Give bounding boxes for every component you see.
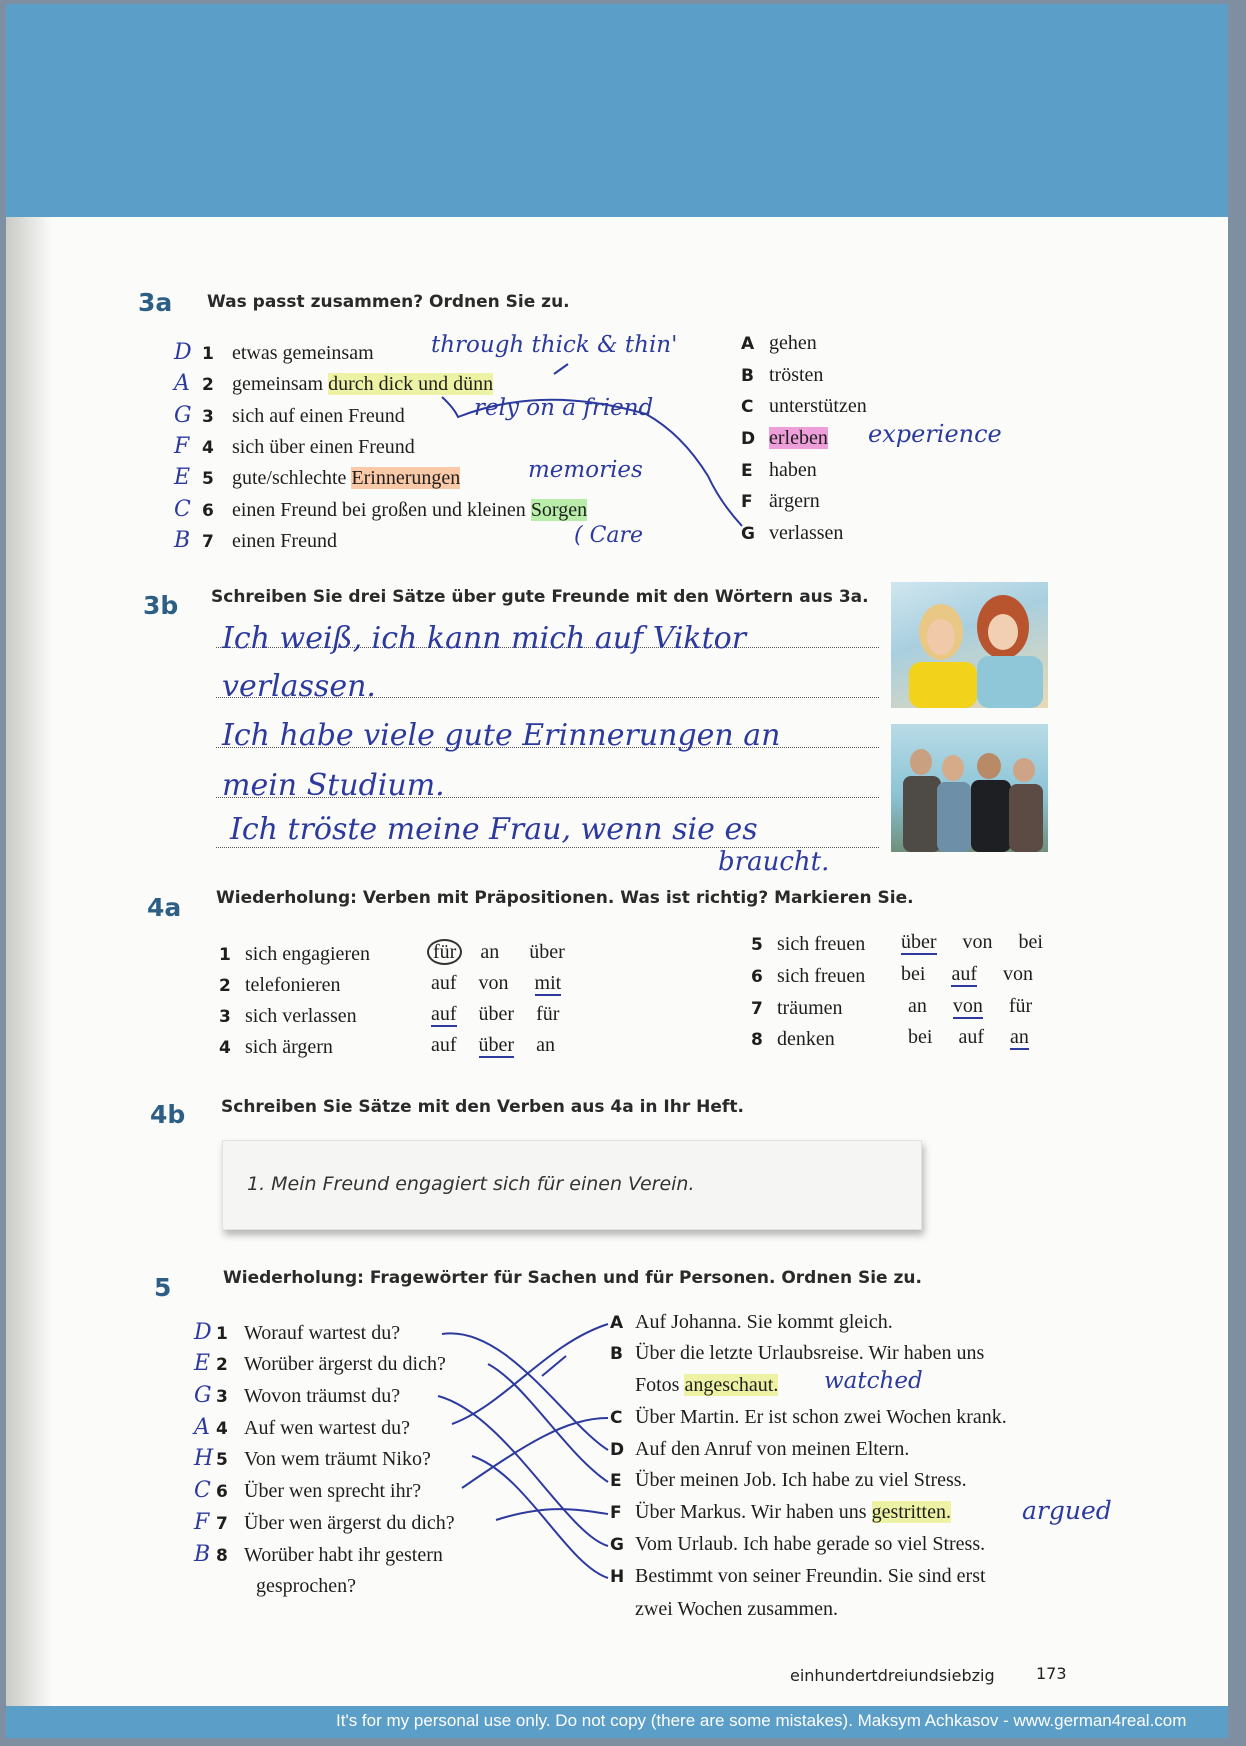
option-text: ärgern xyxy=(769,490,820,512)
preposition: auf xyxy=(431,972,457,994)
answer-letter: A xyxy=(610,1313,624,1333)
option-letter: D xyxy=(741,429,756,449)
exercise-instruction-4b: Schreiben Sie Sätze mit den Verben aus 4a in Ihr Heft. xyxy=(221,1097,744,1117)
answer-text: Über die letzte Urlaubsreise. Wir haben uns xyxy=(635,1342,985,1364)
answer-text: Fotos xyxy=(635,1374,685,1396)
highlighted-phrase: Erinnerungen xyxy=(351,467,461,489)
handwritten-sentence: Ich habe viele gute Erinnerungen an xyxy=(222,718,781,753)
preposition: auf xyxy=(431,1034,457,1056)
exercise-instruction-5: Wiederholung: Fragewörter für Sachen und für Personen. Ordnen Sie zu. xyxy=(223,1268,922,1288)
exercise-instruction-3b: Schreiben Sie drei Sätze über gute Freunde mit den Wörtern aus 3a. xyxy=(211,587,869,607)
answer-text: Über meinen Job. Ich habe zu viel Stress. xyxy=(635,1469,967,1491)
handwritten-note: through thick & thin' xyxy=(431,332,678,358)
handwritten-answer: A xyxy=(174,371,190,396)
underlined-preposition: an xyxy=(1009,1026,1029,1048)
item-number: 6 xyxy=(751,967,763,987)
exercise-number-4a: 4a xyxy=(147,893,182,922)
preposition: bei xyxy=(1018,931,1043,953)
preposition: von xyxy=(1002,963,1033,985)
handwritten-note: memories xyxy=(528,457,643,483)
handwritten-answer: H xyxy=(194,1446,214,1471)
item-text: etwas gemeinsam xyxy=(232,342,374,364)
exercise-instruction-4a: Wiederholung: Verben mit Präpositionen. Was ist richtig? Markieren Sie. xyxy=(216,888,914,908)
option-letter: A xyxy=(741,334,755,354)
answer-text: Auf den Anruf von meinen Eltern. xyxy=(635,1438,910,1460)
page-number: 173 xyxy=(1036,1664,1067,1683)
item-text: sich auf einen Freund xyxy=(232,405,405,427)
item-verb: sich ärgern xyxy=(245,1036,333,1058)
item-number: 1 xyxy=(202,344,214,364)
item-text: gemeinsam xyxy=(232,373,329,395)
answer-text: Über Martin. Er ist schon zwei Wochen krank. xyxy=(635,1406,1007,1428)
handwritten-answer: E xyxy=(174,465,191,490)
option-letter: B xyxy=(741,366,754,386)
preposition: bei xyxy=(901,963,926,985)
option-letter: E xyxy=(741,461,753,481)
question-text: Worüber ärgerst du dich? xyxy=(244,1353,446,1375)
preposition: über xyxy=(478,1003,515,1025)
answer-letter: G xyxy=(610,1535,624,1555)
underlined-preposition: über xyxy=(478,1034,515,1056)
preposition: für xyxy=(1008,995,1033,1017)
preposition: an xyxy=(908,995,927,1017)
handwritten-answer: C xyxy=(194,1478,211,1503)
exercise-instruction-3a: Was passt zusammen? Ordnen Sie zu. xyxy=(207,292,570,312)
handwritten-answer: D xyxy=(194,1320,212,1345)
answer-text: Vom Urlaub. Ich habe gerade so viel Stress. xyxy=(635,1533,986,1555)
option-letter: G xyxy=(741,524,755,544)
preposition: an xyxy=(536,1034,555,1056)
handwritten-sentence: braucht. xyxy=(718,847,830,877)
question-text: Worüber habt ihr gestern xyxy=(244,1544,443,1566)
highlighted-phrase: erleben xyxy=(769,427,828,449)
answer-text-continued: zwei Wochen zusammen. xyxy=(635,1598,838,1620)
highlighted-phrase: durch dick und dünn xyxy=(328,373,494,395)
handwritten-answer: C xyxy=(174,497,191,522)
item-number: 3 xyxy=(202,407,214,427)
preposition: auf xyxy=(958,1026,984,1048)
question-text: Worauf wartest du? xyxy=(244,1322,401,1344)
preposition: über xyxy=(529,941,565,963)
handwritten-answer: B xyxy=(194,1542,211,1567)
highlighted-phrase: Sorgen xyxy=(530,499,588,521)
preposition: bei xyxy=(908,1026,933,1048)
handwritten-answer: G xyxy=(174,403,192,428)
item-text: gute/schlechte xyxy=(232,467,352,489)
exercise-number-3b: 3b xyxy=(143,591,179,620)
option-text: trösten xyxy=(769,364,824,386)
answer-text: Bestimmt von seiner Freundin. Sie sind erst xyxy=(635,1565,986,1587)
item-number: 5 xyxy=(216,1450,228,1470)
page-number-words: einhundertdreiundsiebzig xyxy=(790,1666,995,1685)
exercise-number-4b: 4b xyxy=(150,1100,186,1129)
handwritten-answer: D xyxy=(174,340,192,365)
handwritten-note: rely on a friend xyxy=(474,395,654,421)
handwritten-note: watched xyxy=(824,1368,923,1394)
item-number: 6 xyxy=(202,501,214,521)
handwritten-sentence: Ich weiß, ich kann mich auf Viktor xyxy=(222,621,747,656)
item-number: 8 xyxy=(751,1030,763,1050)
item-number: 4 xyxy=(219,1038,231,1058)
option-text: gehen xyxy=(769,332,817,354)
handwritten-sentence: mein Studium. xyxy=(222,768,445,803)
item-number: 2 xyxy=(216,1355,228,1375)
example-sentence: 1. Mein Freund engagiert sich für einen Verein. xyxy=(247,1173,695,1195)
question-text: Über wen ärgerst du dich? xyxy=(244,1512,455,1534)
item-number: 1 xyxy=(219,945,231,965)
item-verb: träumen xyxy=(777,997,843,1019)
handwritten-answer: G xyxy=(194,1383,212,1408)
item-number: 3 xyxy=(219,1007,231,1027)
preposition: an xyxy=(480,941,500,963)
item-number: 5 xyxy=(751,935,763,955)
underlined-preposition: auf xyxy=(951,963,977,985)
item-number: 2 xyxy=(202,375,214,395)
handwritten-note: argued xyxy=(1022,1496,1112,1525)
item-verb: sich engagieren xyxy=(245,943,370,965)
handwritten-answer: B xyxy=(174,528,191,553)
answer-letter: F xyxy=(610,1503,622,1523)
matching-line xyxy=(462,1418,608,1488)
matching-line xyxy=(442,1333,608,1450)
item-verb: denken xyxy=(777,1028,835,1050)
option-letter: F xyxy=(741,492,753,512)
item-number: 2 xyxy=(219,976,231,996)
item-text: einen Freund xyxy=(232,530,337,552)
item-number: 8 xyxy=(216,1546,228,1566)
underlined-preposition: von xyxy=(952,995,983,1017)
highlighted-phrase: gestritten. xyxy=(871,1501,951,1523)
item-text: einen Freund bei großen und kleinen xyxy=(232,499,531,521)
item-verb: sich freuen xyxy=(777,933,866,955)
item-number: 1 xyxy=(216,1324,228,1344)
handwritten-answer: F xyxy=(174,434,190,459)
underlined-preposition: auf xyxy=(431,1003,457,1025)
item-number: 7 xyxy=(216,1514,228,1534)
question-text-continued: gesprochen? xyxy=(256,1575,356,1597)
item-number: 5 xyxy=(202,469,214,489)
answer-letter: B xyxy=(610,1344,623,1364)
preposition: von xyxy=(478,972,509,994)
item-text: sich über einen Freund xyxy=(232,436,415,458)
answer-letter: H xyxy=(610,1567,625,1587)
item-number: 7 xyxy=(202,532,214,552)
answer-text: Über Markus. Wir haben uns xyxy=(635,1501,872,1523)
exercise-number-5: 5 xyxy=(154,1273,172,1302)
handwritten-answer: F xyxy=(194,1510,210,1535)
preposition: für xyxy=(536,1003,560,1025)
handwritten-sentence: Ich tröste meine Frau, wenn sie es xyxy=(230,812,758,847)
handwritten-answer: E xyxy=(194,1351,211,1376)
answer-letter: C xyxy=(610,1408,623,1428)
copyright-notice: It's for my personal use only. Do not copy (there are some mistakes). Maksym Achkasov - www.german4real.com xyxy=(336,1711,1187,1730)
option-text: verlassen xyxy=(769,522,844,544)
item-number: 4 xyxy=(202,438,214,458)
option-text: haben xyxy=(769,459,817,481)
item-number: 6 xyxy=(216,1482,228,1502)
highlighted-phrase: angeschaut. xyxy=(684,1374,779,1396)
question-text: Wovon träumst du? xyxy=(244,1385,401,1407)
question-text: Auf wen wartest du? xyxy=(244,1417,411,1439)
item-verb: sich freuen xyxy=(777,965,866,987)
item-number: 7 xyxy=(751,999,763,1019)
handwritten-note: experience xyxy=(868,420,1002,448)
matching-line xyxy=(488,1364,608,1482)
handwritten-note: ( Care xyxy=(574,523,644,548)
matching-line xyxy=(472,1456,608,1578)
handwritten-answer: A xyxy=(194,1415,210,1440)
handwritten-sentence: verlassen. xyxy=(222,669,376,704)
question-text: Von wem träumt Niko? xyxy=(244,1448,431,1470)
underlined-preposition: über xyxy=(901,931,937,953)
item-number: 3 xyxy=(216,1387,228,1407)
option-text: unterstützen xyxy=(769,395,867,417)
answer-text: Auf Johanna. Sie kommt gleich. xyxy=(635,1311,893,1333)
option-letter: C xyxy=(741,397,754,417)
item-number: 4 xyxy=(216,1419,228,1439)
underlined-preposition: mit xyxy=(534,972,562,994)
question-text: Über wen sprecht ihr? xyxy=(244,1480,422,1502)
preposition: von xyxy=(962,931,993,953)
item-verb: sich verlassen xyxy=(245,1005,357,1027)
circled-preposition: für xyxy=(427,939,462,965)
workbook-page xyxy=(6,4,1228,1738)
answer-letter: E xyxy=(610,1471,622,1491)
answer-letter: D xyxy=(610,1440,625,1460)
exercise-5-matching-lines xyxy=(6,4,1228,1738)
matching-line xyxy=(496,1509,608,1520)
exercise-number-3a: 3a xyxy=(138,288,173,317)
item-verb: telefonieren xyxy=(245,974,341,996)
